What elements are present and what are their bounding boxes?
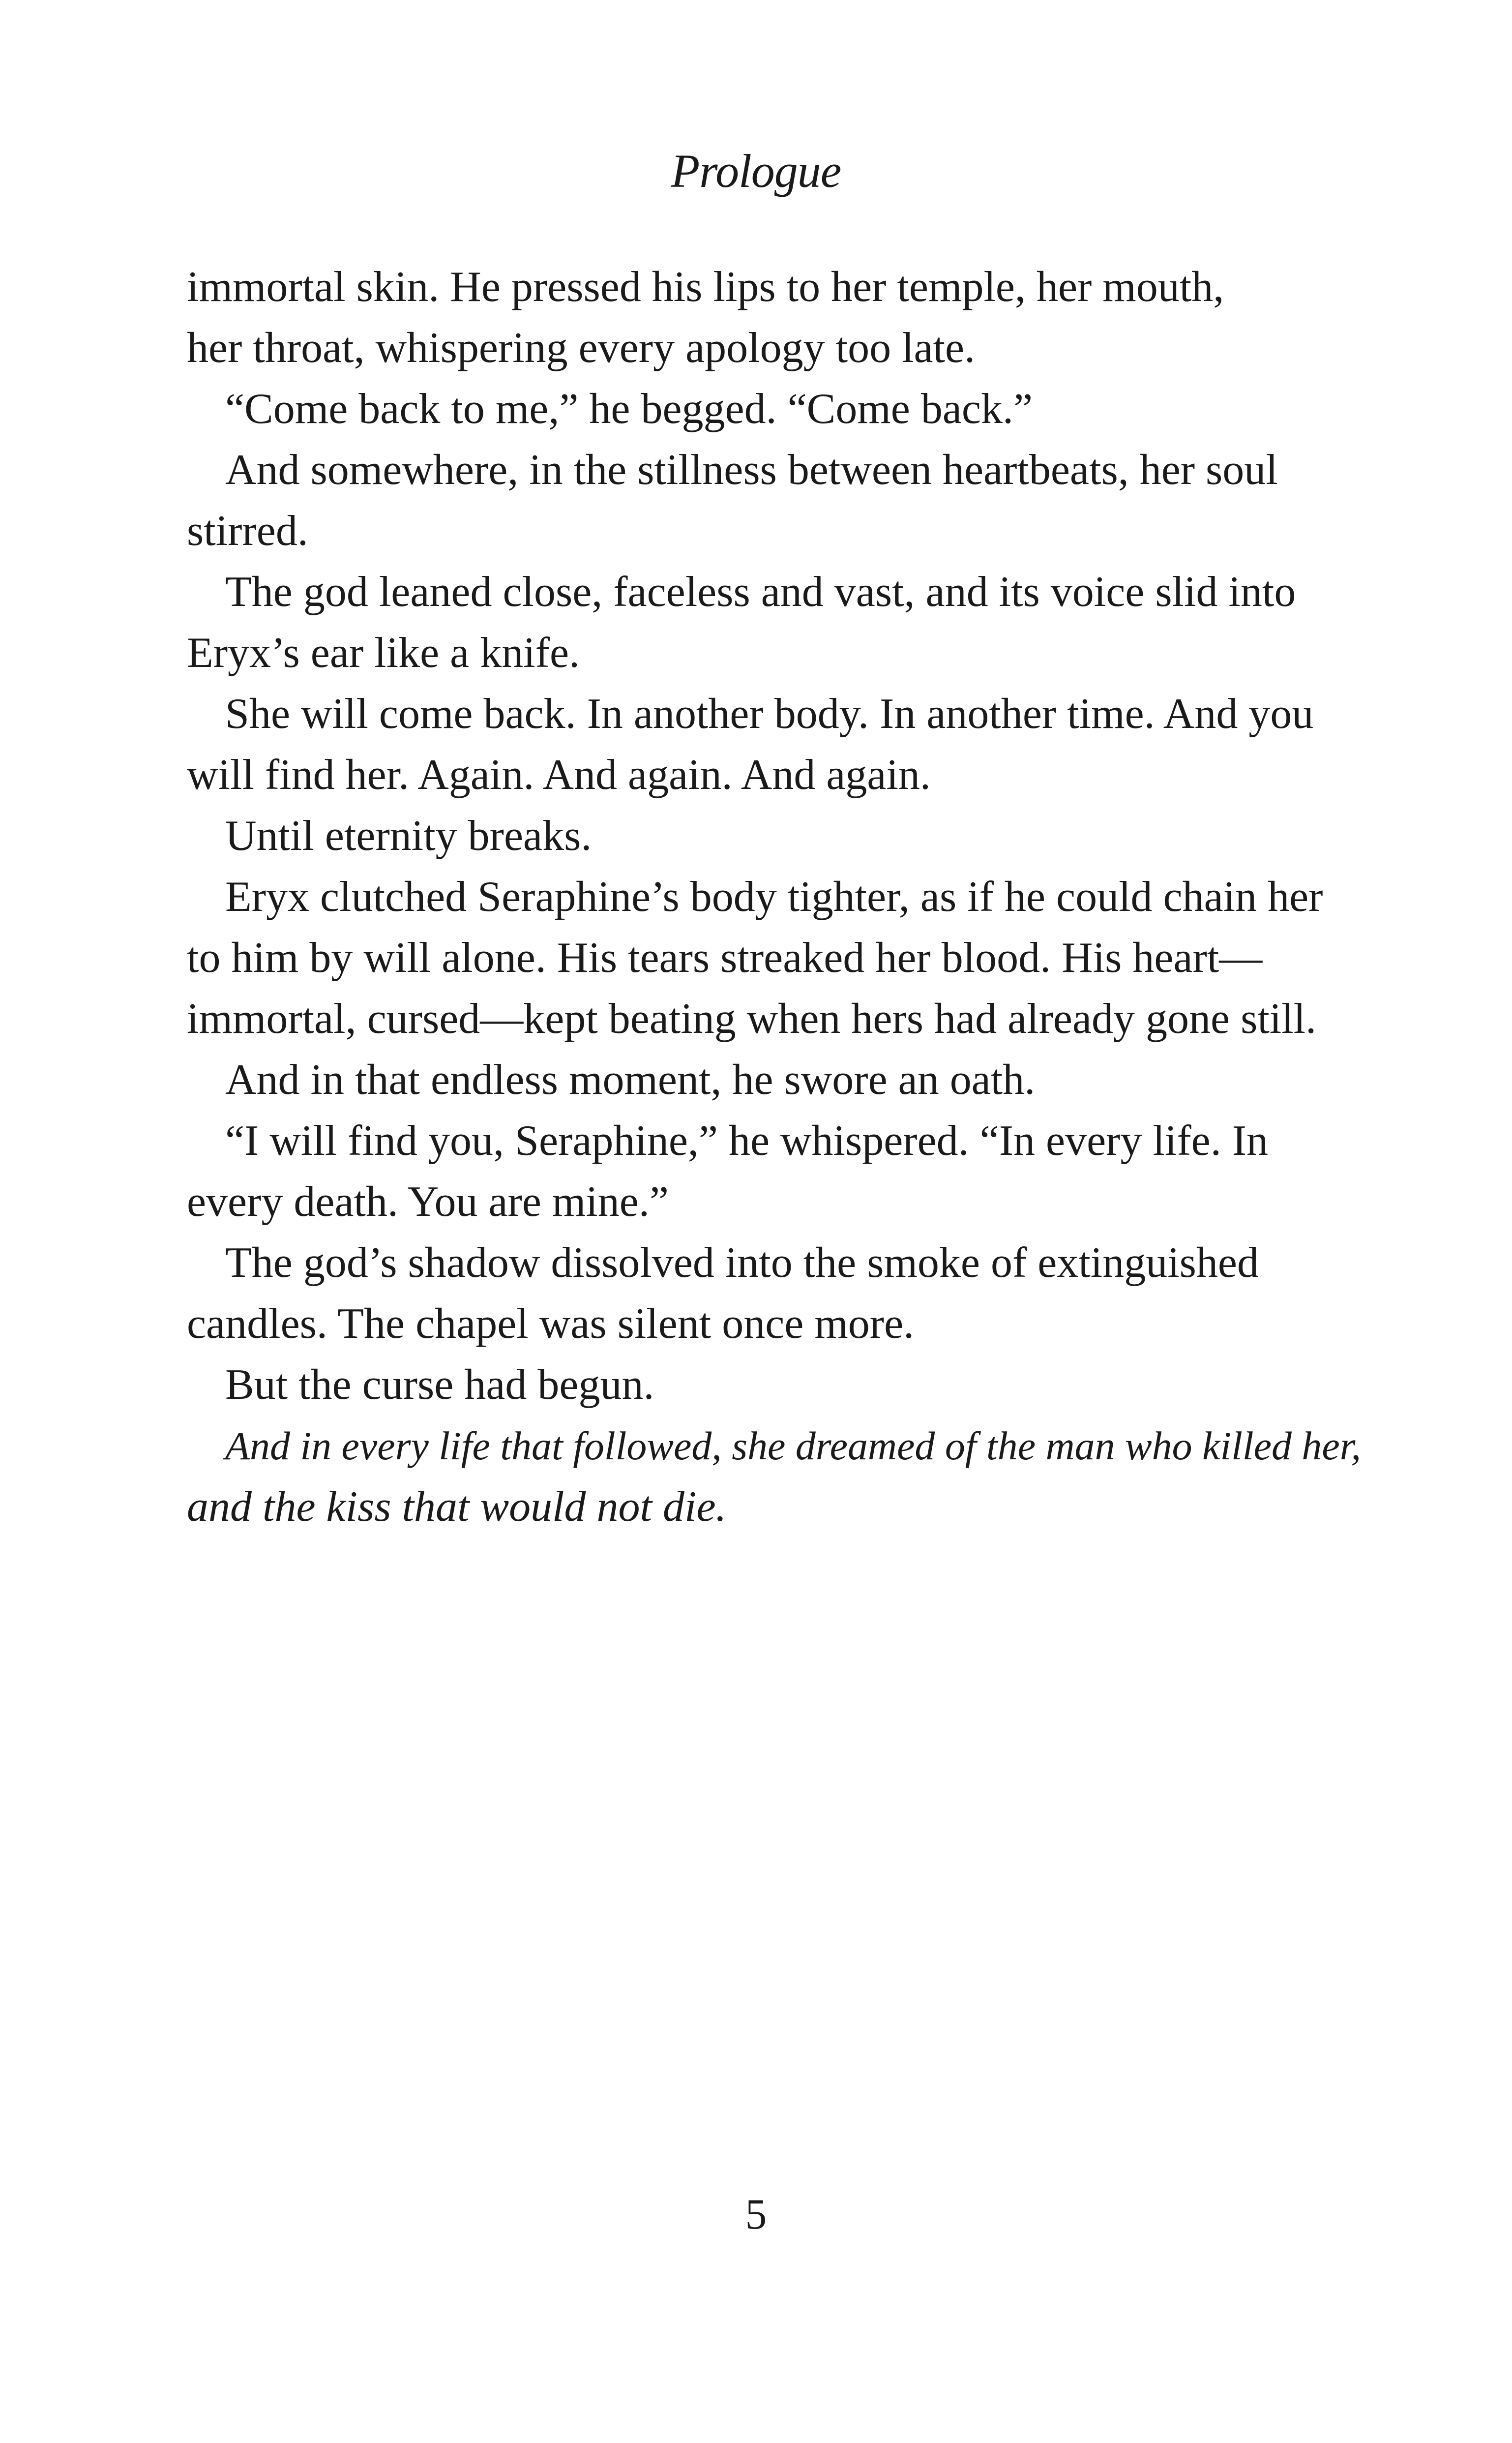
text-line: And in that endless moment, he swore an oath.	[225, 1056, 1036, 1104]
running-head: Prologue	[671, 145, 841, 197]
page-number: 5	[745, 2191, 767, 2238]
text-line: And somewhere, in the stillness between heartbeats, her soul	[225, 446, 1278, 494]
text-line: But the curse had begun.	[225, 1361, 654, 1409]
text-line: She will come back. In another body. In another time. And you	[225, 690, 1314, 738]
text-line-italic: And in every life that followed, she dreamed of the man who killed her,	[225, 1423, 1361, 1468]
text-line: her throat, whispering every apology too late.	[187, 324, 976, 372]
text-line: to him by will alone. His tears streaked her blood. His heart—	[187, 934, 1263, 982]
text-line: immortal skin. He pressed his lips to her temple, her mouth,	[187, 263, 1224, 311]
text-line: stirred.	[187, 507, 308, 555]
text-line: Eryx clutched Seraphine’s body tighter, as if he could chain her	[225, 873, 1323, 921]
text-line-italic: and the kiss that would not die.	[187, 1483, 727, 1531]
text-line: “Come back to me,” he begged. “Come back.”	[225, 385, 1033, 433]
text-line: every death. You are mine.”	[187, 1178, 669, 1226]
text-line: “I will find you, Seraphine,” he whispered. “In every life. In	[225, 1117, 1269, 1165]
text-line: immortal, cursed—kept beating when hers had already gone still.	[187, 995, 1317, 1043]
body-text	[187, 257, 1367, 1538]
text-line: Until eternity breaks.	[225, 812, 592, 860]
text-line: Eryx’s ear like a knife.	[187, 629, 580, 677]
text-line: The god leaned close, faceless and vast, and its voice slid into	[225, 568, 1296, 616]
text-line: The god’s shadow dissolved into the smoke of extinguished	[225, 1239, 1259, 1287]
text-line: will find her. Again. And again. And again.	[187, 751, 931, 799]
text-line: candles. The chapel was silent once more.	[187, 1300, 915, 1348]
